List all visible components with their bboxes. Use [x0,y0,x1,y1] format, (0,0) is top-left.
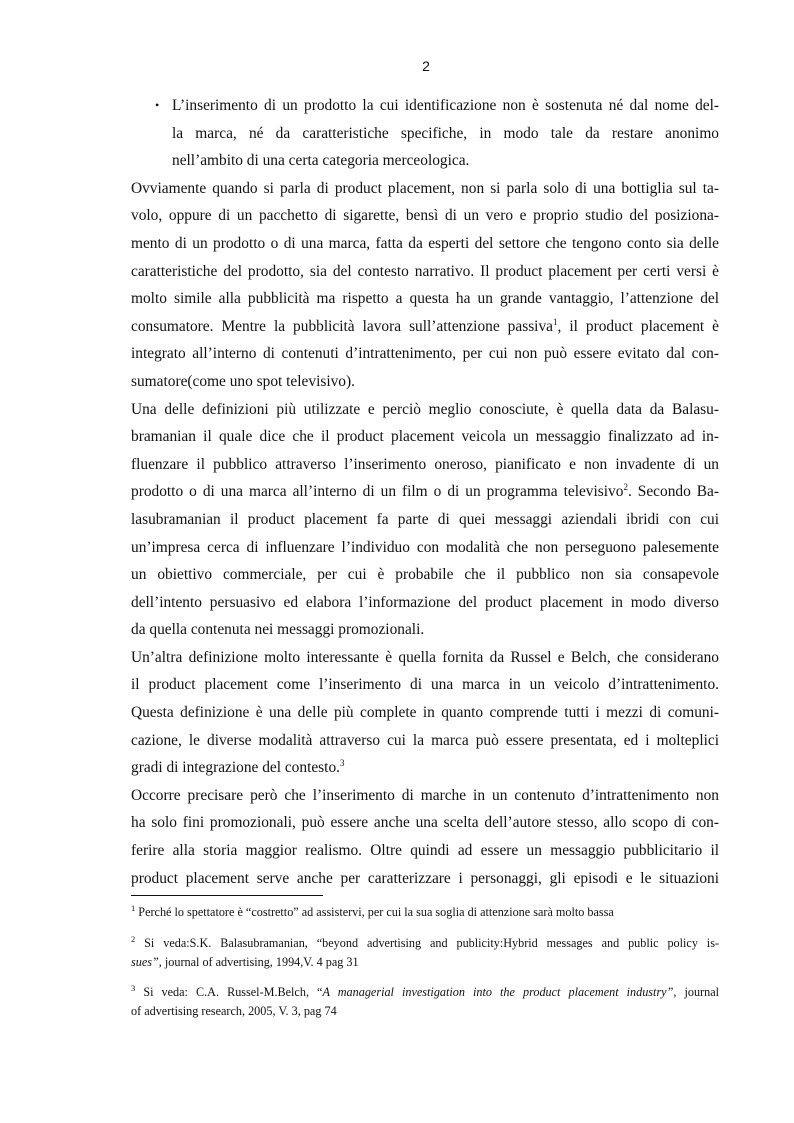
text-line: ferire alla storia maggior realismo. Oltre quindi ad essere un messaggio pubblicitario il [131,842,719,860]
text-span: . Secondo Ba- [627,483,719,501]
text-line: bramanian il quale dice che il product placement veicola un messaggio finalizzato ad in- [131,428,719,446]
text-line: lasubramanian il product placement fa parte di quei messaggi aziendali ibridi con cui [131,510,719,528]
text-line: un obiettivo commerciale, per cui è probabile che il pubblico non sia consapevole [131,566,719,584]
footnote-text: , journal [673,985,720,999]
text-line: un’impresa cerca di influenzare l’individuo con modalità che non perseguono palesemente [131,538,719,556]
text-line: integrato all’interno di contenuti d’intrattenimento, per cui non può essere evitato dal con- [131,345,719,363]
text-line: nell’ambito di una certa categoria merceologica. [172,152,470,170]
body-text [131,92,719,892]
footnote-line [131,903,719,922]
text-line: Occorre precisare però che l’inserimento di marche in un contenuto d’intrattenimento non [131,786,719,804]
footnote-1 [131,903,719,922]
footnote-line [131,953,719,972]
text-line [131,478,719,506]
footnote-line [131,934,719,953]
text-line: product placement serve anche per caratterizzare i personaggi, gli episodi e le situazioni [131,869,719,887]
text-span: gradi di integrazione del contesto. [131,759,340,777]
text-span: , il product placement è [557,317,720,335]
footnote-line: of advertising research, 2005, V. 3, pag 74 [131,1004,337,1018]
footnote-separator [131,895,323,896]
text-line: mento di un prodotto o di una marca, fatta da esperti del settore che tengono conto sia delle [131,234,719,252]
footnote-text-italic: A managerial investigation into the product placement industry” [322,985,674,999]
footnote-number: 3 [131,983,136,993]
page-number: 2 [422,58,430,74]
footnote-3 [131,983,719,1021]
text-line: dell’intento persuasivo ed elabora l’informazione del product placement in modo diverso [131,593,719,611]
footnote-number: 1 [131,903,136,913]
text-line: L’inserimento di un prodotto la cui identificazione non è sostenuta né dal nome del- [172,97,719,114]
bullet-item [131,92,719,120]
footnote-2 [131,934,719,972]
footnote-text: Perché lo spettatore è “costretto” ad assistervi, per cui la sua soglia di attenzione sarà molto bassa [138,905,614,919]
text-line: volo, oppure di un pacchetto di sigarette, bensì di un vero e proprio studio del posiziona- [131,207,719,225]
footnote-text: Si veda:S.K. Balasubramanian, “beyond advertising and publicity:Hybrid messages and public policy is- [144,936,719,950]
text-line: Un’altra definizione molto interessante è quella fornita da Russel e Belch, che considerano [131,648,719,666]
text-line: cazione, le diverse modalità attraverso cui la marca può essere presentata, ed i molteplici [131,731,719,749]
text-line: Questa definizione è una delle più complete in quanto comprende tutti i mezzi di comuni- [131,704,719,722]
text-line [131,754,719,782]
text-line: Ovviamente quando si parla di product placement, non si parla solo di una bottiglia sul ta- [131,179,719,197]
bullet-icon: • [155,98,160,112]
text-line: molto simile alla pubblicità ma rispetto a questa ha un grande vantaggio, l’attenzione del [131,290,719,308]
footnote-text: , journal of advertising, 1994,V. 4 pag 31 [158,955,359,969]
text-line: caratteristiche del prodotto, sia del contesto narrativo. Il product placement per certi versi è [131,262,719,280]
text-line: fluenzare il pubblico attraverso l’inserimento oneroso, pianificato e non invadente di un [131,455,719,473]
footnote-number: 2 [131,934,136,944]
text-line: la marca, né da caratteristiche specifiche, in modo tale da restare anonimo [172,124,719,142]
text-line: da quella contenuta nei messaggi promozionali. [131,621,425,639]
footnote-ref[interactable]: 1 [553,316,558,327]
text-span: consumatore. Mentre la pubblicità lavora sull’attenzione passiva [131,317,553,335]
text-line [131,313,719,341]
text-line: ha solo fini promozionali, può essere anche una scelta dell’autore stesso, allo scopo di con- [131,814,719,832]
text-line: sumatore(come uno spot televisivo). [131,372,355,390]
text-span: prodotto o di una marca all’interno di un film o di un programma televisivo [131,483,624,501]
text-line: Una delle definizioni più utilizzate e perciò meglio conosciute, è quella data da Balasu- [131,400,719,418]
footnote-ref[interactable]: 2 [623,482,628,493]
footnote-text-italic: sues” [131,955,159,969]
footnote-line [131,983,719,1002]
text-line: il product placement come l’inserimento di una marca in un veicolo d’intrattenimento. [131,676,719,694]
footnote-ref[interactable]: 3 [339,758,345,769]
footnote-text: Si veda: C.A. Russel-M.Belch, “ [143,985,323,999]
